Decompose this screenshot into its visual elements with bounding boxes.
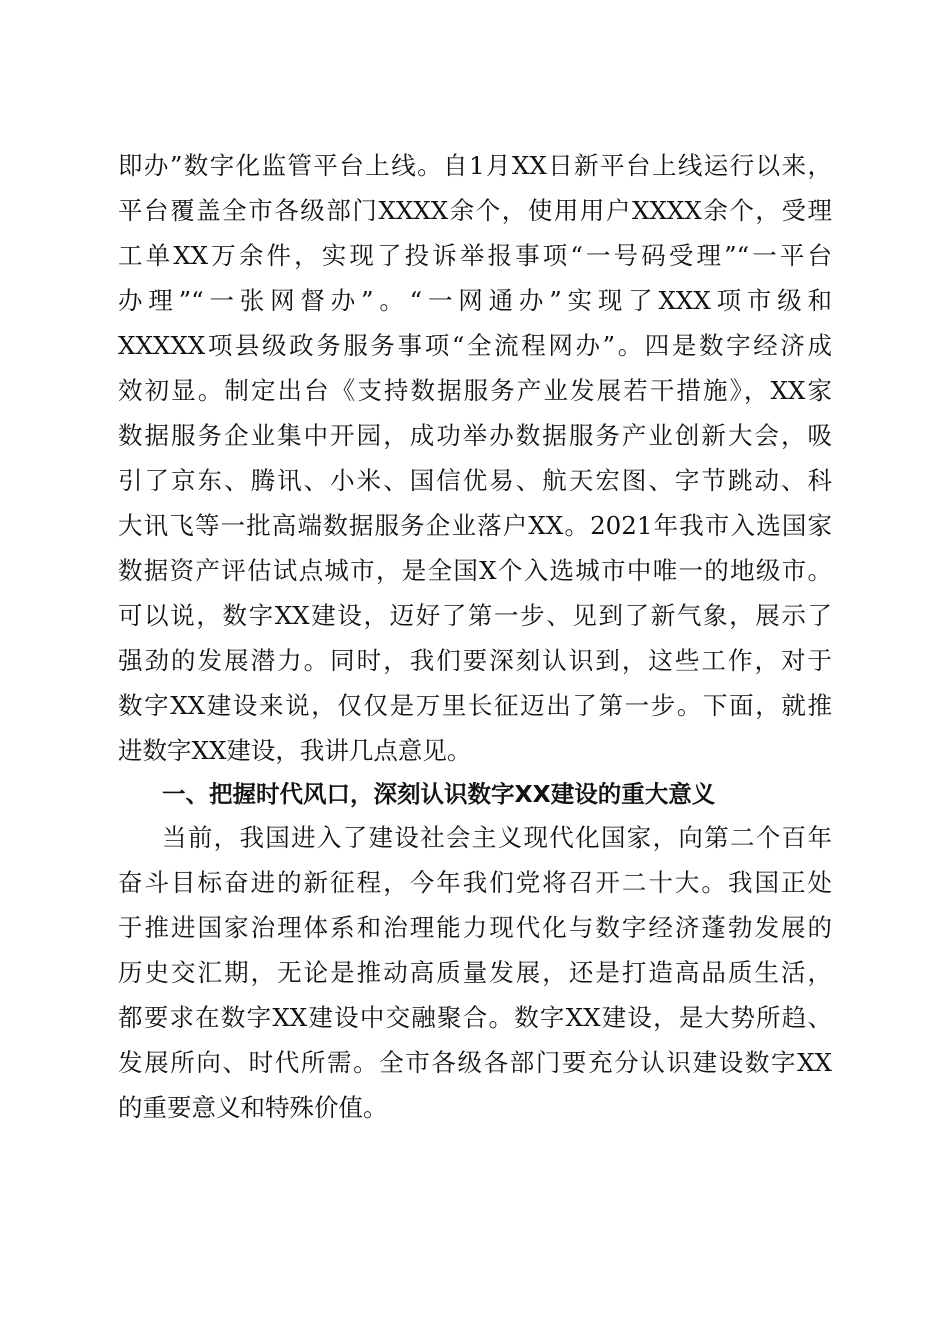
text-line: 效初显。制定出台《支持数据服务产业发展若干措施》，XX家 bbox=[118, 376, 832, 405]
text-line: 数据资产评估试点城市，是全国X个入选城市中唯一的地级市。 bbox=[118, 556, 832, 585]
text-line: 数字XX建设来说，仅仅是万里长征迈出了第一步。下面，就推 bbox=[118, 691, 832, 720]
text-line: 数据服务企业集中开园，成功举办数据服务产业创新大会，吸 bbox=[118, 421, 832, 450]
text-line: XXXXX项县级政务服务事项“全流程网办”。四是数字经济成 bbox=[118, 331, 832, 360]
text-line: 奋斗目标奋进的新征程，今年我们党将召开二十大。我国正处 bbox=[118, 868, 832, 897]
text-line: 进数字XX建设，我讲几点意见。 bbox=[118, 736, 472, 765]
text-line: 即办”数字化监管平台上线。自1月XX日新平台上线运行以来， bbox=[118, 151, 832, 180]
text-line: 于推进国家治理体系和治理能力现代化与数字经济蓬勃发展的 bbox=[118, 913, 832, 942]
text-line: 办理”“一张网督办”。“一网通办”实现了XXX项市级和 bbox=[118, 286, 832, 315]
section-heading: 一、把握时代风口，深刻认识数字XX建设的重大意义 bbox=[162, 780, 716, 808]
text-line: 历史交汇期，无论是推动高质量发展，还是打造高品质生活， bbox=[118, 958, 832, 987]
text-line: 可以说，数字XX建设，迈好了第一步、见到了新气象，展示了 bbox=[118, 601, 832, 630]
text-line: 平台覆盖全市各级部门XXXX余个，使用用户XXXX余个，受理 bbox=[118, 196, 832, 225]
text-line: 发展所向、时代所需。全市各级各部门要充分认识建设数字XX bbox=[118, 1048, 832, 1077]
text-line: 引了京东、腾讯、小米、国信优易、航天宏图、字节跳动、科 bbox=[118, 466, 832, 495]
text-line: 的重要意义和特殊价值。 bbox=[118, 1093, 388, 1122]
text-line: 都要求在数字XX建设中交融聚合。数字XX建设，是大势所趋、 bbox=[118, 1003, 832, 1032]
text-line: 当前，我国进入了建设社会主义现代化国家，向第二个百年 bbox=[162, 823, 832, 852]
text-line: 强劲的发展潜力。同时，我们要深刻认识到，这些工作，对于 bbox=[118, 646, 832, 675]
text-line: 大讯飞等一批高端数据服务企业落户XX。2021年我市入选国家 bbox=[118, 511, 832, 540]
text-line: 工单XX万余件，实现了投诉举报事项“一号码受理”“一平台 bbox=[118, 241, 832, 270]
